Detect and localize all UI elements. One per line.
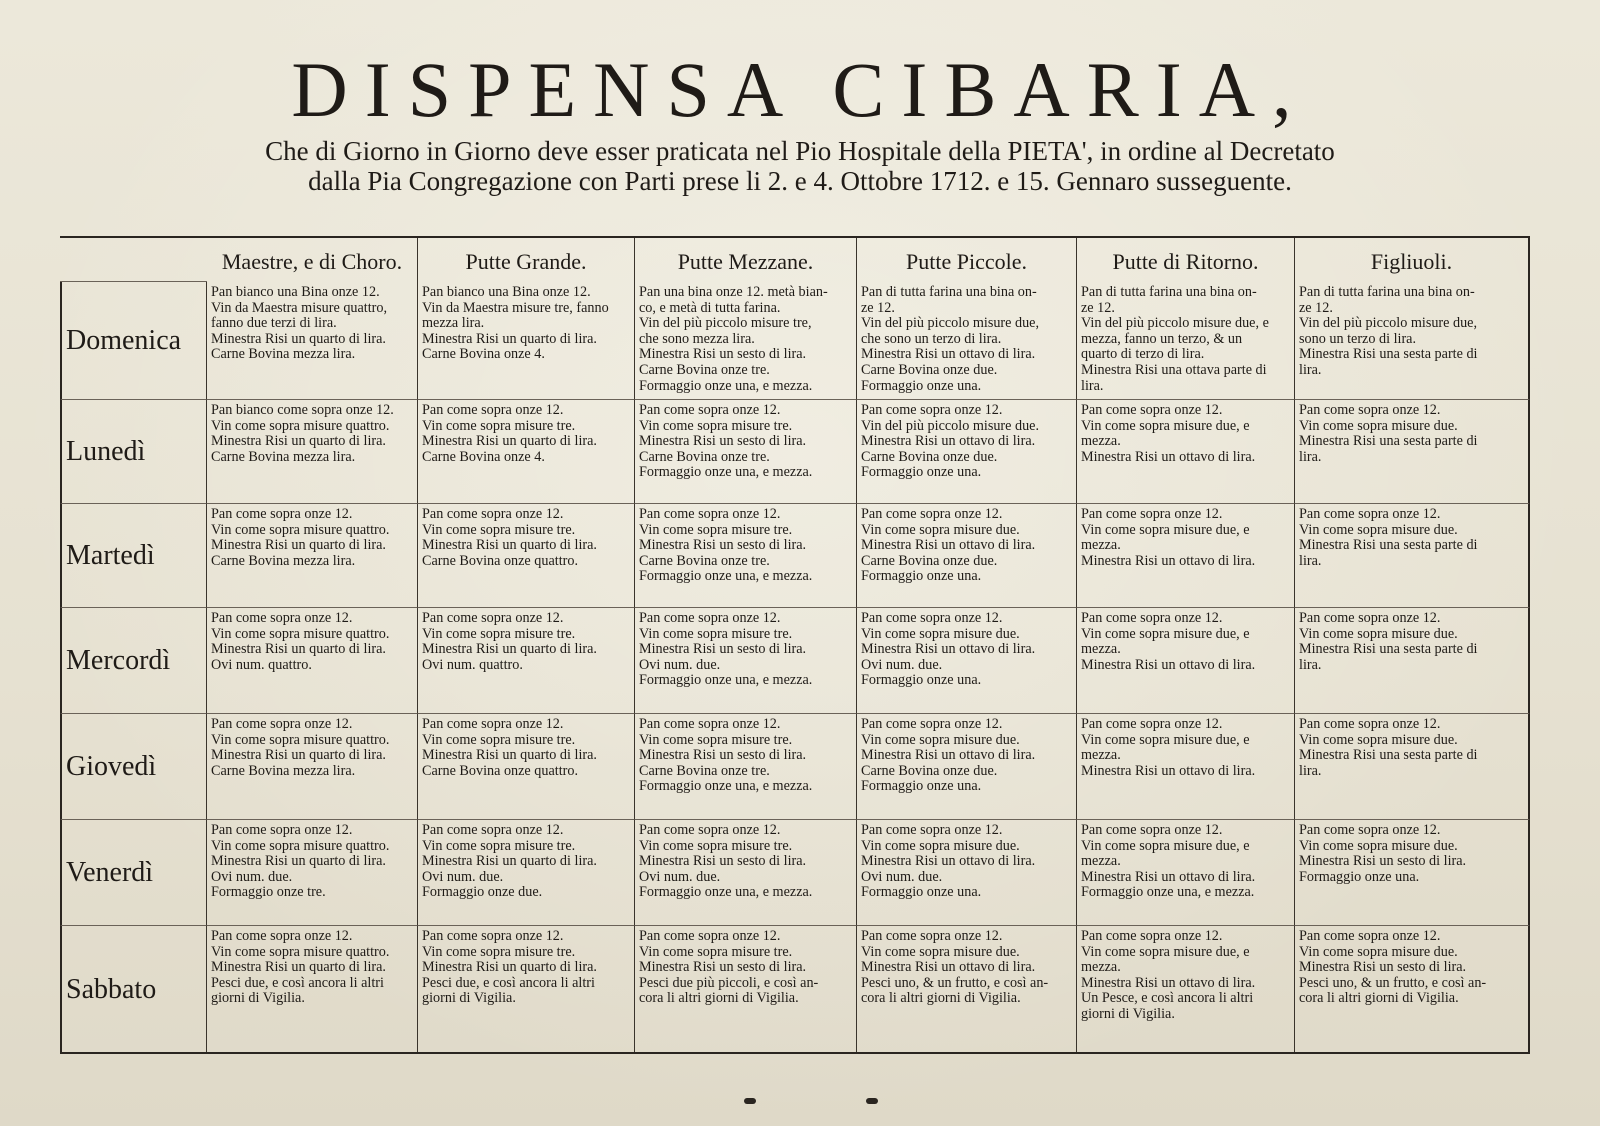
- ration-line: Ovi num. due.: [861, 656, 943, 673]
- ration-cell: [207, 504, 418, 608]
- ration-cell: [418, 504, 635, 608]
- ration-line: Carne Bovina onze tre.: [639, 552, 770, 569]
- ration-line: Pan come sopra onze 12.: [1081, 928, 1223, 944]
- ration-line: Pan bianco come sopra onze 12.: [211, 402, 394, 418]
- ration-line: Minestra Risi una sesta parte di: [1299, 641, 1478, 658]
- ration-line: mezza.: [1081, 641, 1121, 658]
- ration-line: Pan come sopra onze 12.: [861, 716, 1003, 732]
- ration-line: Minestra Risi un sesto di lira.: [639, 433, 807, 450]
- ration-line: quarto di terzo di lira.: [1081, 346, 1205, 363]
- ration-line: cora li altri giorni di Vigilia.: [861, 990, 1021, 1007]
- ration-cell: [207, 608, 418, 714]
- ration-cell: [207, 926, 418, 1052]
- ration-line: Carne Bovina onze tre.: [639, 762, 770, 779]
- day-label: Martedì: [60, 504, 207, 608]
- ration-line: lira.: [1299, 656, 1322, 673]
- ration-line: Minestra Risi un quarto di lira.: [422, 747, 597, 764]
- ration-line: Pan come sopra onze 12.: [422, 610, 564, 626]
- ration-line: Minestra Risi una sesta parte di: [1299, 747, 1478, 764]
- ration-cell: [207, 714, 418, 820]
- ration-line: Pesci uno, & un frutto, e così an-: [861, 974, 1049, 991]
- ration-line: Carne Bovina onze tre.: [639, 361, 770, 378]
- ration-line: cora li altri giorni di Vigilia.: [1299, 990, 1459, 1007]
- ration-line: giorni di Vigilia.: [211, 990, 305, 1007]
- ration-line: Pan come sopra onze 12.: [1299, 610, 1441, 626]
- ration-line: Vin come sopra misure tre.: [422, 837, 576, 854]
- ration-cell: [207, 282, 418, 400]
- ration-line: Pesci due, e così ancora li altri: [211, 974, 384, 991]
- ration-line: Minestra Risi un ottavo di lira.: [1081, 448, 1256, 465]
- ration-cell: [418, 400, 635, 504]
- ration-line: Vin come sopra misure due, e: [1081, 731, 1250, 748]
- ration-line: Pan come sopra onze 12.: [422, 928, 564, 944]
- ration-line: che sono mezza lira.: [639, 330, 755, 347]
- column-header: Figliuoli.: [1295, 238, 1530, 282]
- ration-line: Minestra Risi un sesto di lira.: [1299, 853, 1467, 870]
- ration-line: Minestra Risi un quarto di lira.: [211, 641, 386, 658]
- ration-line: Pan come sopra onze 12.: [639, 506, 781, 522]
- ration-line: sono un terzo di lira.: [1299, 330, 1417, 347]
- document-title: DISPENSA CIBARIA,: [291, 46, 1309, 133]
- ration-cell: [1295, 820, 1530, 926]
- document-subtitle: [110, 136, 1490, 196]
- ration-line: co, e metà di tutta farina.: [639, 299, 781, 316]
- ration-line: Pan come sopra onze 12.: [639, 928, 781, 944]
- ration-line: Minestra Risi un quarto di lira.: [422, 537, 597, 554]
- ration-cell: [1077, 504, 1295, 608]
- ration-line: Minestra Risi un sesto di lira.: [639, 537, 807, 554]
- ration-line: Formaggio onze una, e mezza.: [639, 377, 813, 394]
- ration-line: Carne Bovina onze 4.: [422, 346, 545, 363]
- ration-line: Vin come sopra misure due.: [861, 731, 1020, 748]
- ration-line: Carne Bovina mezza lira.: [211, 762, 356, 779]
- ration-line: Pan come sopra onze 12.: [211, 822, 353, 838]
- ration-line: Formaggio onze una, e mezza.: [639, 568, 813, 585]
- ration-cell: [635, 608, 857, 714]
- ration-line: cora li altri giorni di Vigilia.: [639, 990, 799, 1007]
- ration-line: Ovi num. due.: [861, 868, 943, 885]
- ration-line: Vin come sopra misure tre.: [422, 521, 576, 538]
- ration-line: Vin come sopra misure tre.: [422, 731, 576, 748]
- ration-cell: [1295, 282, 1530, 400]
- ration-cell: [1077, 820, 1295, 926]
- ration-line: Vin da Maestra misure quattro,: [211, 299, 388, 316]
- ration-line: mezza lira.: [422, 315, 485, 332]
- ration-line: Vin come sopra misure tre.: [639, 731, 793, 748]
- ration-line: Ovi num. quattro.: [211, 656, 312, 673]
- ration-line: Pesci due più piccoli, e così an-: [639, 974, 819, 991]
- ration-line: Pan come sopra onze 12.: [861, 610, 1003, 626]
- ration-line: Carne Bovina onze due.: [861, 361, 998, 378]
- ration-line: Vin come sopra misure tre.: [422, 417, 576, 434]
- column-header: Putte Piccole.: [857, 238, 1077, 282]
- ration-line: Minestra Risi una ottava parte di: [1081, 361, 1267, 378]
- ration-line: Vin come sopra misure due.: [1299, 417, 1458, 434]
- ration-line: Ovi num. due.: [422, 868, 504, 885]
- ration-cell: [857, 926, 1077, 1052]
- ration-line: Pan come sopra onze 12.: [639, 716, 781, 732]
- ration-line: Vin come sopra misure tre.: [639, 943, 793, 960]
- ration-line: Ovi num. quattro.: [422, 656, 523, 673]
- ration-line: Formaggio onze una, e mezza.: [639, 778, 813, 795]
- ration-line: Carne Bovina onze quattro.: [422, 552, 579, 569]
- ration-line: Pan come sopra onze 12.: [422, 506, 564, 522]
- ration-line: Pan come sopra onze 12.: [639, 822, 781, 838]
- ration-line: lira.: [1299, 762, 1322, 779]
- ration-line: Carne Bovina onze tre.: [639, 448, 770, 465]
- ration-line: mezza.: [1081, 853, 1121, 870]
- ration-line: Formaggio onze due.: [422, 884, 543, 901]
- ration-cell: [857, 400, 1077, 504]
- ration-line: Pan come sopra onze 12.: [1299, 506, 1441, 522]
- ration-line: Minestra Risi un ottavo di lira.: [1081, 762, 1256, 779]
- ration-line: Ovi num. due.: [639, 656, 721, 673]
- ration-line: Pan come sopra onze 12.: [211, 928, 353, 944]
- ration-line: Vin del più piccolo misure due,: [861, 315, 1040, 332]
- ration-line: Minestra Risi un quarto di lira.: [211, 537, 386, 554]
- ration-line: Pan come sopra onze 12.: [861, 402, 1003, 418]
- ration-line: giorni di Vigilia.: [422, 990, 516, 1007]
- ration-line: Formaggio onze una.: [861, 464, 982, 481]
- ration-line: ze 12.: [1299, 299, 1333, 316]
- ration-line: Formaggio onze una, e mezza.: [639, 884, 813, 901]
- ration-line: Formaggio onze tre.: [211, 884, 326, 901]
- ration-line: Vin come sopra misure due.: [1299, 837, 1458, 854]
- ration-cell: [1077, 714, 1295, 820]
- ration-line: Pan come sopra onze 12.: [639, 402, 781, 418]
- ration-line: Pan come sopra onze 12.: [861, 822, 1003, 838]
- ration-line: Pan come sopra onze 12.: [1299, 822, 1441, 838]
- ration-line: Pan come sopra onze 12.: [211, 716, 353, 732]
- ration-line: Formaggio onze una.: [861, 568, 982, 585]
- ration-line: Minestra Risi un sesto di lira.: [639, 747, 807, 764]
- ration-line: Pan come sopra onze 12.: [861, 928, 1003, 944]
- day-label: Sabbato: [60, 926, 207, 1052]
- ration-line: Pan come sopra onze 12.: [422, 402, 564, 418]
- ration-line: Vin come sopra misure tre.: [639, 625, 793, 642]
- ration-cell: [635, 504, 857, 608]
- ration-line: Vin del più piccolo misure due, e: [1081, 315, 1269, 332]
- column-header: Maestre, e di Choro.: [207, 238, 418, 282]
- ration-cell: [857, 820, 1077, 926]
- ration-line: Pesci due, e così ancora li altri: [422, 974, 595, 991]
- ration-line: Pan come sopra onze 12.: [1299, 402, 1441, 418]
- ration-line: Vin del più piccolo misure due.: [861, 417, 1040, 434]
- ration-line: Carne Bovina onze due.: [861, 448, 998, 465]
- ration-cell: [1077, 926, 1295, 1052]
- ration-line: Vin come sopra misure quattro.: [211, 625, 390, 642]
- day-label: Domenica: [60, 282, 207, 400]
- ration-line: Vin come sopra misure tre.: [639, 417, 793, 434]
- ration-line: Pan di tutta farina una bina on-: [1299, 284, 1475, 300]
- ration-cell: [1295, 714, 1530, 820]
- ration-cell: [1295, 504, 1530, 608]
- ration-line: Carne Bovina mezza lira.: [211, 448, 356, 465]
- ration-cell: [418, 820, 635, 926]
- ration-line: Vin come sopra misure due.: [1299, 521, 1458, 538]
- ration-line: Vin del più piccolo misure tre,: [639, 315, 812, 332]
- ornament-right: [866, 1098, 878, 1104]
- ration-line: Pan come sopra onze 12.: [1081, 716, 1223, 732]
- ration-cell: [1295, 400, 1530, 504]
- ration-line: Vin come sopra misure due, e: [1081, 417, 1250, 434]
- ration-line: Pan di tutta farina una bina on-: [1081, 284, 1257, 300]
- ration-cell: [857, 714, 1077, 820]
- ration-line: Minestra Risi un ottavo di lira.: [1081, 974, 1256, 991]
- ration-cell: [418, 608, 635, 714]
- ration-line: Pan come sopra onze 12.: [1081, 822, 1223, 838]
- ration-line: fanno due terzi di lira.: [211, 315, 337, 332]
- ration-line: Formaggio onze una.: [1299, 868, 1420, 885]
- ration-line: Minestra Risi un ottavo di lira.: [861, 853, 1036, 870]
- ration-line: Minestra Risi un quarto di lira.: [211, 853, 386, 870]
- ration-line: Minestra Risi una sesta parte di: [1299, 346, 1478, 363]
- ration-line: Minestra Risi un sesto di lira.: [639, 641, 807, 658]
- ration-line: Formaggio onze una, e mezza.: [1081, 884, 1255, 901]
- ration-cell: [635, 714, 857, 820]
- ration-line: Minestra Risi un quarto di lira.: [211, 959, 386, 976]
- ration-line: Carne Bovina mezza lira.: [211, 552, 356, 569]
- ration-cell: [635, 400, 857, 504]
- ration-line: Vin come sopra misure due.: [861, 943, 1020, 960]
- day-label: Giovedì: [60, 714, 207, 820]
- ration-line: Minestra Risi un quarto di lira.: [422, 330, 597, 347]
- ration-line: che sono un terzo di lira.: [861, 330, 1002, 347]
- ration-line: Minestra Risi una sesta parte di: [1299, 537, 1478, 554]
- ration-line: Vin come sopra misure quattro.: [211, 731, 390, 748]
- ration-line: Minestra Risi un sesto di lira.: [639, 959, 807, 976]
- ration-line: Pan come sopra onze 12.: [211, 610, 353, 626]
- ration-line: Vin come sopra misure quattro.: [211, 943, 390, 960]
- ration-cell: [635, 282, 857, 400]
- ration-line: Minestra Risi un ottavo di lira.: [1081, 868, 1256, 885]
- ration-cell: [418, 926, 635, 1052]
- ration-line: Minestra Risi un ottavo di lira.: [861, 346, 1036, 363]
- ration-line: mezza.: [1081, 959, 1121, 976]
- ration-line: Minestra Risi un sesto di lira.: [1299, 959, 1467, 976]
- ration-cell: [1077, 282, 1295, 400]
- ration-line: Minestra Risi un ottavo di lira.: [1081, 552, 1256, 569]
- ration-cell: [1077, 400, 1295, 504]
- ration-line: Pan come sopra onze 12.: [1299, 928, 1441, 944]
- column-header: Putte Grande.: [418, 238, 635, 282]
- ration-line: Pan bianco una Bina onze 12.: [422, 284, 591, 300]
- ration-line: Vin come sopra misure quattro.: [211, 417, 390, 434]
- ration-line: Ovi num. due.: [639, 868, 721, 885]
- ration-cell: [1295, 926, 1530, 1052]
- ration-line: Formaggio onze una.: [861, 672, 982, 689]
- ration-line: Minestra Risi un sesto di lira.: [639, 346, 807, 363]
- ration-line: mezza.: [1081, 537, 1121, 554]
- ration-line: Formaggio onze una.: [861, 778, 982, 795]
- ration-line: Formaggio onze una, e mezza.: [639, 672, 813, 689]
- ration-line: Carne Bovina onze due.: [861, 552, 998, 569]
- ration-line: Vin come sopra misure due.: [1299, 943, 1458, 960]
- ration-line: Vin come sopra misure due.: [1299, 625, 1458, 642]
- ration-cell: [1295, 608, 1530, 714]
- ration-line: Minestra Risi un quarto di lira.: [422, 853, 597, 870]
- ration-line: Minestra Risi una sesta parte di: [1299, 433, 1478, 450]
- day-label: Mercordì: [60, 608, 207, 714]
- ration-cell: [207, 400, 418, 504]
- ration-line: Vin come sopra misure due, e: [1081, 625, 1250, 642]
- ration-line: Vin come sopra misure quattro.: [211, 837, 390, 854]
- column-header: Putte di Ritorno.: [1077, 238, 1295, 282]
- ration-line: lira.: [1299, 448, 1322, 465]
- ration-line: Minestra Risi un quarto di lira.: [211, 747, 386, 764]
- ration-line: lira.: [1299, 361, 1322, 378]
- ration-line: Vin come sopra misure due, e: [1081, 837, 1250, 854]
- subtitle-line-2: dalla Pia Congregazione con Parti prese li 2. e 4. Ottobre 1712. e 15. Gennaro susseguente.: [308, 166, 1292, 196]
- ration-line: Pan come sopra onze 12.: [1299, 716, 1441, 732]
- ration-line: Carne Bovina onze due.: [861, 762, 998, 779]
- ration-line: Formaggio onze una, e mezza.: [639, 464, 813, 481]
- ration-line: Vin come sopra misure due, e: [1081, 943, 1250, 960]
- ration-line: Vin come sopra misure due.: [861, 625, 1020, 642]
- ration-line: Un Pesce, e così ancora li altri: [1081, 990, 1254, 1007]
- ration-line: ze 12.: [861, 299, 895, 316]
- ration-line: Vin come sopra misure due.: [1299, 731, 1458, 748]
- table-corner: [60, 238, 207, 282]
- day-label: Venerdì: [60, 820, 207, 926]
- ration-line: Pan come sopra onze 12.: [861, 506, 1003, 522]
- ration-line: Pan come sopra onze 12.: [422, 716, 564, 732]
- ration-line: Vin da Maestra misure tre, fanno: [422, 299, 609, 316]
- ration-line: mezza.: [1081, 433, 1121, 450]
- ration-line: Pan come sopra onze 12.: [639, 610, 781, 626]
- ration-line: Vin del più piccolo misure due,: [1299, 315, 1478, 332]
- ration-line: Minestra Risi un quarto di lira.: [211, 433, 386, 450]
- ration-line: mezza.: [1081, 747, 1121, 764]
- ration-line: Pan come sopra onze 12.: [422, 822, 564, 838]
- ration-line: Vin come sopra misure tre.: [422, 625, 576, 642]
- ration-table: [60, 236, 1530, 1054]
- ration-cell: [857, 608, 1077, 714]
- ration-line: Vin come sopra misure quattro.: [211, 521, 390, 538]
- ration-line: Minestra Risi un quarto di lira.: [422, 959, 597, 976]
- ration-line: Pan come sopra onze 12.: [1081, 506, 1223, 522]
- ration-line: Minestra Risi un quarto di lira.: [422, 641, 597, 658]
- ration-line: Vin come sopra misure tre.: [639, 521, 793, 538]
- ration-line: Pesci uno, & un frutto, e così an-: [1299, 974, 1487, 991]
- ration-line: Minestra Risi un ottavo di lira.: [861, 537, 1036, 554]
- ration-line: giorni di Vigilia.: [1081, 1005, 1175, 1022]
- ration-line: Vin come sopra misure due, e: [1081, 521, 1250, 538]
- ration-line: Pan come sopra onze 12.: [211, 506, 353, 522]
- ration-cell: [635, 926, 857, 1052]
- ration-line: Minestra Risi un ottavo di lira.: [861, 959, 1036, 976]
- ration-line: Carne Bovina onze quattro.: [422, 762, 579, 779]
- ration-line: Minestra Risi un ottavo di lira.: [861, 641, 1036, 658]
- ration-cell: [207, 820, 418, 926]
- column-header: Putte Mezzane.: [635, 238, 857, 282]
- ration-line: Vin come sopra misure tre.: [422, 943, 576, 960]
- subtitle-line-1: Che di Giorno in Giorno deve esser praticata nel Pio Hospitale della PIETA', in ordine al Decretato: [265, 136, 1335, 166]
- ration-line: Pan una bina onze 12. metà bian-: [639, 284, 828, 300]
- ration-cell: [418, 714, 635, 820]
- ration-line: Pan come sopra onze 12.: [1081, 402, 1223, 418]
- ration-line: Minestra Risi un ottavo di lira.: [861, 747, 1036, 764]
- ration-line: Carne Bovina onze 4.: [422, 448, 545, 465]
- ration-line: Pan come sopra onze 12.: [1081, 610, 1223, 626]
- ration-line: Vin come sopra misure tre.: [639, 837, 793, 854]
- ration-line: Minestra Risi un sesto di lira.: [639, 853, 807, 870]
- ration-line: Minestra Risi un ottavo di lira.: [861, 433, 1036, 450]
- ration-line: Pan bianco una Bina onze 12.: [211, 284, 380, 300]
- ration-line: Carne Bovina mezza lira.: [211, 346, 356, 363]
- ration-cell: [857, 504, 1077, 608]
- ration-cell: [635, 820, 857, 926]
- ration-cell: [857, 282, 1077, 400]
- ration-line: Pan di tutta farina una bina on-: [861, 284, 1037, 300]
- ration-line: Formaggio onze una.: [861, 884, 982, 901]
- ration-line: Minestra Risi un quarto di lira.: [211, 330, 386, 347]
- ration-line: Vin come sopra misure due.: [861, 837, 1020, 854]
- ration-line: Vin come sopra misure due.: [861, 521, 1020, 538]
- ration-cell: [1077, 608, 1295, 714]
- day-label: Lunedì: [60, 400, 207, 504]
- ration-cell: [418, 282, 635, 400]
- ration-line: Formaggio onze una.: [861, 377, 982, 394]
- ration-line: Minestra Risi un ottavo di lira.: [1081, 656, 1256, 673]
- ration-line: Minestra Risi un quarto di lira.: [422, 433, 597, 450]
- ration-line: ze 12.: [1081, 299, 1115, 316]
- ration-line: Ovi num. due.: [211, 868, 293, 885]
- ration-line: lira.: [1299, 552, 1322, 569]
- ornament-left: [744, 1098, 756, 1104]
- ration-line: mezza, fanno un terzo, & un: [1081, 330, 1243, 347]
- ration-line: lira.: [1081, 377, 1104, 394]
